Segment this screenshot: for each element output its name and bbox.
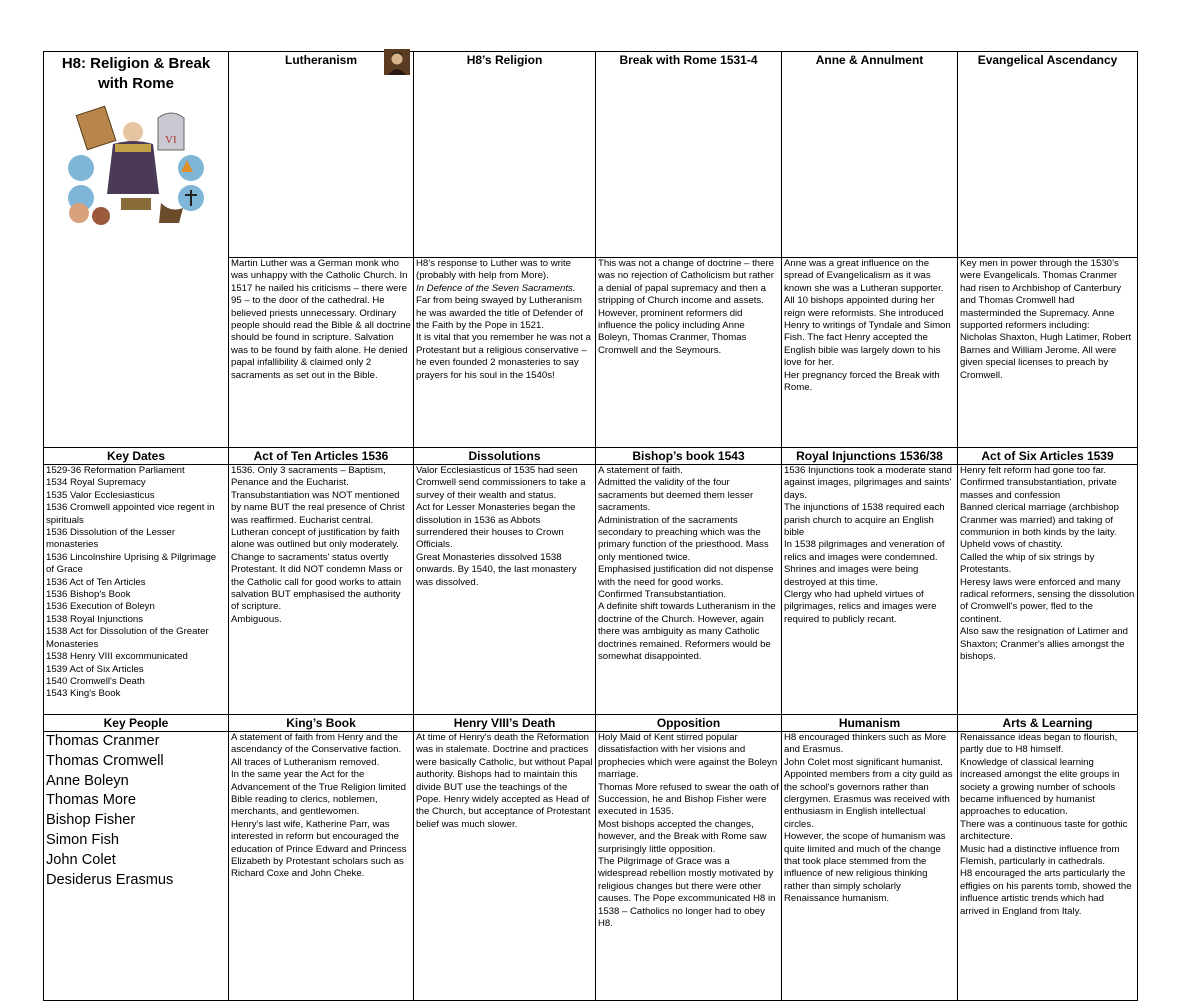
person-name: Bishop Fisher: [46, 812, 136, 829]
page-title: H8: Religion & Break with Rome: [61, 55, 211, 92]
paragraph: Her pregnancy forced the Break with Rome.: [784, 369, 940, 394]
date-item: 1538 Royal Injunctions: [46, 613, 144, 625]
paragraph: A statement of faith.: [598, 465, 683, 476]
paragraph: Banned clerical marriage (archbishop Cranmer was married) and taking of communion in both kinds by the laity.: [960, 502, 1119, 539]
heading-h8-religion: H8’s Religion: [414, 52, 596, 258]
date-item: 1536 Dissolution of the Lesser monasteries: [46, 527, 176, 551]
paragraph: Clergy who had upheld virtues of pilgrimages, relics and images were required to publicly recant.: [784, 589, 937, 625]
paragraph: Upheld vows of chastity.: [960, 539, 1063, 551]
paragraph: H8’s response to Luther was to write (probably with help from More).: [416, 258, 571, 282]
paragraph: However, the scope of humanism was quite limited and much of the change that took place stemmed from the influence of new religious thinking rather than simply scholarly Renaissance humanism.: [784, 831, 946, 905]
heading-kings-book: King’s Book: [229, 715, 414, 732]
person-name: Thomas Cranmer: [46, 733, 160, 749]
paragraph: Henry felt reform had gone too far.: [960, 465, 1107, 476]
paragraph: Most bishops accepted the changes, however, and the Break with Rome saw surprisingly little opposition.: [598, 818, 767, 855]
paragraph: The injunctions of 1538 required each parish church to acquire an English bible: [784, 502, 945, 539]
person-name: Simon Fish: [46, 831, 119, 848]
paragraph: This was not a change of doctrine – there was no rejection of Catholicism but rather a denial of papal supremacy and then a stripping of Church income and assets.: [598, 258, 774, 307]
paragraph: Valor Ecclesiasticus of 1535 had seen Cromwell send commissioners to take a survey of their wealth and status.: [416, 465, 586, 501]
title-cell: [44, 52, 229, 448]
heading-dissolutions: Dissolutions: [414, 448, 596, 465]
svg-text:VI: VI: [165, 134, 177, 146]
date-item: 1529-36 Reformation Parliament: [46, 465, 185, 476]
date-item: 1540 Cromwell's Death: [46, 675, 145, 687]
person-name: Thomas Cromwell: [46, 752, 164, 769]
heading-bishops-book: Bishop’s book 1543: [596, 448, 782, 465]
date-item: 1536 Execution of Boleyn: [46, 601, 155, 613]
paragraph: Emphasised justification did not dispense with the need for good works.: [598, 564, 774, 588]
heading-henry-death: Henry VIII’s Death: [414, 715, 596, 732]
paragraph: It is vital that you remember he was not a Protestant but a religious conservative – he even founded 2 monasteries to say prayers for his soul in the 1540s!: [416, 332, 591, 381]
body-royal-injunctions: [782, 465, 958, 715]
paragraph-italic: In Defence of the Seven Sacraments.: [416, 282, 576, 294]
body-anne-annulment: [782, 258, 958, 448]
paragraph: Anne was a great influence on the spread of Evangelicalism as it was known she was a Lutheran supporter.: [784, 258, 944, 294]
paragraph: Nicholas Shaxton, Hugh Latimer, Robert Barnes and William Jerome. All were given special licenses to preach by Cromwell.: [960, 332, 1132, 381]
heading-humanism: Humanism: [782, 715, 958, 732]
date-item: 1534 Royal Supremacy: [46, 477, 146, 489]
person-name: Thomas More: [46, 792, 137, 809]
paragraph: Far from being swayed by Lutheranism he was awarded the title of Defender of the Faith by the Pope in 1521.: [416, 295, 583, 332]
body-humanism: [782, 732, 958, 1001]
body-kings-book: [229, 732, 414, 1001]
paragraph: 1536. Only 3 sacraments – Baptism, Penance and the Eucharist. Transubstantiation was NOT mentioned by name BUT the real presence of Christ was reaffirmed. Eucharist central.: [231, 465, 405, 526]
paragraph: Henry's last wife, Katherine Parr, was interested in reform but encouraged the education of Prince Edward and Princess Elizabeth by Protestant scholars such as Richard Coxe and John Cheke.: [231, 818, 407, 880]
body-key-dates: [44, 465, 229, 715]
date-item: 1538 Act for Dissolution of the Greater Monasteries: [46, 626, 209, 650]
luther-portrait-image: [384, 49, 410, 75]
date-item: 1536 Bishop's Book: [46, 589, 131, 601]
body-bishops-book: [596, 465, 782, 715]
heading-key-people: Key People: [44, 715, 229, 732]
date-item: 1536 Act of Ten Articles: [46, 576, 146, 588]
body-act-of-ten-articles: [229, 465, 414, 715]
body-act-of-six-articles: [958, 465, 1138, 715]
paragraph: Key men in power through the 1530’s were Evangelicals. Thomas Cranmer had risen to Archbishop of Canterbury and Thomas Cromwell had masterminded the Supremacy. Anne supported reformers including:: [960, 258, 1122, 332]
paragraph: There was a continuous taste for gothic architecture.: [960, 818, 1128, 843]
paragraph: All traces of Lutheranism removed.: [231, 756, 380, 768]
paragraph: Lutheran concept of justification by faith alone was outlined but only moderately.: [231, 527, 400, 551]
paragraph: Thomas More refused to swear the oath of Succession, he and Bishop Fisher were executed in 1535.: [598, 781, 779, 818]
paragraph: Confirmed Transubstantiation.: [598, 589, 726, 601]
paragraph: Knowledge of classical learning increased amongst the elite groups in society a growing number of schools became influenced by humanist approaches to education.: [960, 756, 1120, 818]
date-item: 1538 Henry VIII excommunicated: [46, 651, 188, 663]
paragraph: Act for Lesser Monasteries began the dissolution in 1536 as Abbots surrendered their houses to Crown Officials.: [416, 502, 576, 551]
body-lutheranism: [229, 258, 414, 448]
heading-break-with-rome: Break with Rome 1531-4: [596, 52, 782, 258]
date-item: 1535 Valor Ecclesiasticus: [46, 489, 155, 501]
paragraph: Music had a distinctive influence from Flemish, particularly in cathedrals.: [960, 843, 1120, 868]
body-dissolutions: [414, 465, 596, 715]
paragraph: Holy Maid of Kent stirred popular dissatisfaction with her visions and prophecies which were against the Boleyn marriage.: [598, 732, 778, 781]
date-item: 1539 Act of Six Articles: [46, 663, 144, 675]
paragraph: Martin Luther was a German monk who was unhappy with the Catholic Church. In 1517 he nailed his criticisms – there were 95 – to the door of the cathedral. He believed priests unnecessary. Ordinary people should read the Bible & all doctrine should be found in scripture. Salvation was to be found by faith alone. He denied papal infallibility & claimed only 2 sacraments as set out in the Bible.: [231, 258, 411, 381]
henry-collage-illustration: [61, 98, 211, 228]
paragraph: Administration of the sacraments secondary to preaching which was the primary function of the priesthood. Mass only mentioned twice.: [598, 514, 769, 563]
body-opposition: [596, 732, 782, 1001]
paragraph: Great Monasteries dissolved 1538 onwards. By 1540, the last monastery was dissolved.: [416, 551, 577, 588]
paragraph: A statement of faith from Henry and the ascendancy of the Conservative faction.: [231, 732, 402, 756]
heading-evangelical-ascendancy: Evangelical Ascendancy: [958, 52, 1138, 258]
date-item: 1536 Cromwell appointed vice regent in spirituals: [46, 502, 215, 526]
heading-royal-injunctions: Royal Injunctions 1536/38: [782, 448, 958, 465]
paragraph: H8 encouraged the arts particularly the effigies on his parents tomb, showed the influence artistic trends which had arrived in England from Italy.: [960, 868, 1132, 917]
person-name: John Colet: [46, 851, 116, 868]
heading-lutheranism: Lutheranism: [229, 52, 414, 258]
paragraph: John Colet most significant humanist. Appointed members from a city guild as the school's governors rather than clergymen. Erasmus was received with enthusiasm in English intellectual circles.: [784, 756, 953, 830]
paragraph: The Pilgrimage of Grace was a widespread rebellion mostly motivated by religious changes but there were other causes. The Pope excommunicated H8 in 1538 – Catholics no longer had to obey H8.: [598, 856, 776, 930]
heading-key-dates: Key Dates: [44, 448, 229, 465]
paragraph: At time of Henry's death the Reformation was in stalemate. Doctrine and practices were basically Catholic, but without Papal authority. Bishops had to maintain this divide BUT use the teachings of the Pope. Henry widely accepted as Head of the Church, but acceptance of Protestant belief was much slower.: [416, 732, 593, 830]
paragraph: In 1538 pilgrimages and veneration of relics and images were condemned. Shrines and images were being destroyed at this time.: [784, 539, 945, 588]
paragraph: Heresy laws were enforced and many radical reformers, sensing the dissolution of Cromwell's power, fled to the continent.: [960, 576, 1135, 625]
body-key-people: [44, 732, 229, 1001]
date-item: 1543 King's Book: [46, 688, 121, 700]
body-arts-learning: [958, 732, 1138, 1001]
body-break-with-rome: [596, 258, 782, 448]
paragraph: A definite shift towards Lutheranism in the doctrine of the Church. However, again there was ambiguity as many Catholic doctrines remained. Reformers would be somewhat disappointed.: [598, 601, 776, 663]
body-h8-religion: [414, 258, 596, 448]
person-name: Desiderus Erasmus: [46, 871, 174, 888]
paragraph: Confirmed transubstantiation, private masses and confession: [960, 477, 1117, 501]
heading-anne-annulment: Anne & Annulment: [782, 52, 958, 258]
paragraph: However, prominent reformers did influence the policy including Anne Boleyn, Thomas Cranmer, Thomas Cromwell and the Seymours.: [598, 307, 747, 356]
revision-grid: [43, 51, 1138, 1001]
heading-act-of-six-articles: Act of Six Articles 1539: [958, 448, 1138, 465]
paragraph: All 10 bishops appointed during her reign were reformists. She introduced Henry to writings of Tyndale and Simon Fish. The fact Henry accepted the English bible was largely down to his love for her.: [784, 295, 951, 369]
body-henry-death: [414, 732, 596, 1001]
paragraph: Change to sacraments' status overtly Protestant. It did NOT condemn Mass or the Catholic call for good works to attain salvation BUT emphasised the authority of scripture.: [231, 551, 403, 613]
person-name: Anne Boleyn: [46, 772, 129, 789]
heading-arts-learning: Arts & Learning: [958, 715, 1138, 732]
paragraph: Admitted the validity of the four sacraments but deemed them lesser sacraments.: [598, 477, 754, 514]
paragraph: In the same year the Act for the Advancement of the True Religion limited Bible reading to clerics, noblemen, merchants, and gentlewomen.: [231, 769, 406, 818]
paragraph: H8 encouraged thinkers such as More and Erasmus.: [784, 732, 947, 756]
paragraph: 1536 Injunctions took a moderate stand against images, pilgrimages and saints' days.: [784, 465, 953, 501]
body-evangelical-ascendancy: [958, 258, 1138, 448]
paragraph: Called the whip of six strings by Protestants.: [960, 551, 1095, 576]
paragraph: Renaissance ideas began to flourish, partly due to H8 himself.: [960, 732, 1118, 756]
paragraph: Ambiguous.: [231, 613, 282, 625]
paragraph: Also saw the resignation of Latimer and Shaxton; Cranmer's allies amongst the bishops.: [960, 626, 1128, 663]
date-item: 1536 Lincolnshire Uprising & Pilgrimage of Grace: [46, 551, 217, 576]
heading-opposition: Opposition: [596, 715, 782, 732]
heading-act-of-ten-articles: Act of Ten Articles 1536: [229, 448, 414, 465]
